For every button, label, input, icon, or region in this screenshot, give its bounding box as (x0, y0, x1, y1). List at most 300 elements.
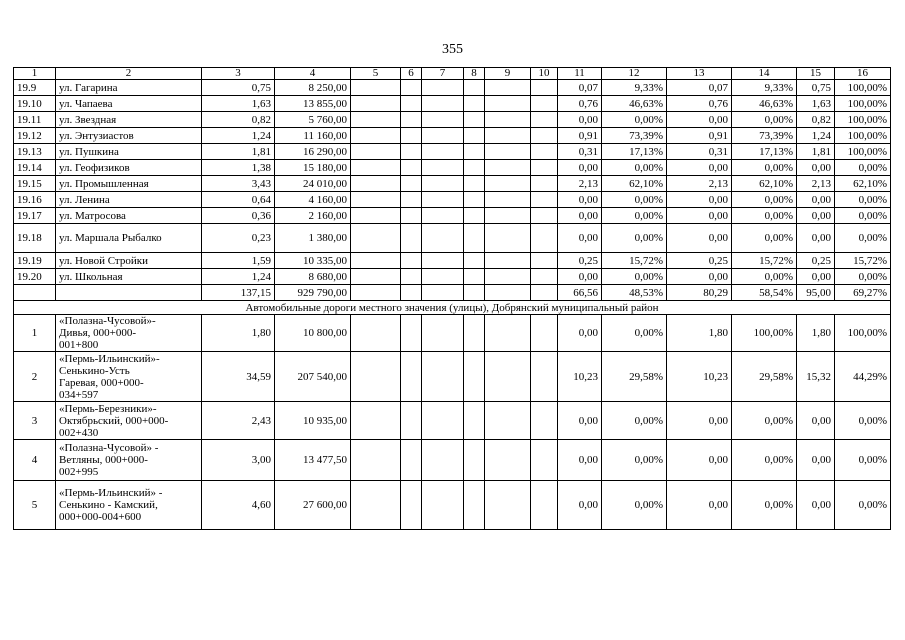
table-cell (464, 440, 485, 481)
table-cell: 0,64 (202, 192, 275, 208)
table-cell: 46,63% (602, 96, 667, 112)
table-cell: ул. Гагарина (56, 80, 202, 96)
table-cell: 207 540,00 (275, 352, 351, 402)
table-cell: 0,31 (558, 144, 602, 160)
table-cell: 19.14 (14, 160, 56, 176)
road-name (56, 315, 202, 352)
table-cell (351, 80, 401, 96)
section-row (14, 301, 891, 315)
table-cell (401, 112, 422, 128)
table-cell (464, 208, 485, 224)
table-cell (351, 440, 401, 481)
table-cell (401, 269, 422, 285)
table-cell: 0,76 (558, 96, 602, 112)
table-cell (485, 80, 531, 96)
table-cell (401, 160, 422, 176)
table-cell (422, 112, 464, 128)
table-cell (531, 224, 558, 253)
table-cell: 62,10% (732, 176, 797, 192)
table-cell: 8 680,00 (275, 269, 351, 285)
table-cell (422, 208, 464, 224)
total-cell (14, 285, 56, 301)
section-title: Автомобильные дороги местного значения (улицы), Добрянский муниципальный район (14, 301, 891, 315)
table-cell: 62,10% (835, 176, 891, 192)
table-cell (401, 224, 422, 253)
table-cell: 0,00 (558, 112, 602, 128)
table-cell: 0,91 (667, 128, 732, 144)
table-cell: 0,00% (602, 160, 667, 176)
table-cell: 0,25 (667, 253, 732, 269)
table-cell: 0,00% (732, 481, 797, 530)
table-cell: ул. Маршала Рыбалко (56, 224, 202, 253)
table-cell (351, 112, 401, 128)
total-cell (464, 285, 485, 301)
table-cell: 0,00% (732, 224, 797, 253)
table-cell: 24 010,00 (275, 176, 351, 192)
table-cell: 1,81 (797, 144, 835, 160)
header-cell: 16 (835, 68, 891, 80)
table-cell: 0,31 (667, 144, 732, 160)
table-cell: 0,00% (602, 192, 667, 208)
total-cell (351, 285, 401, 301)
table-row (14, 144, 891, 160)
table-cell: 2,13 (558, 176, 602, 192)
road-name-line: Дивья, 000+000- (59, 327, 137, 339)
table-cell: 1,63 (202, 96, 275, 112)
table-cell (485, 269, 531, 285)
table-cell: 17,13% (602, 144, 667, 160)
header-cell: 3 (202, 68, 275, 80)
table-cell (422, 144, 464, 160)
table-cell: 0,00 (797, 208, 835, 224)
total-cell: 58,54% (732, 285, 797, 301)
table-cell (464, 402, 485, 440)
table-cell (401, 96, 422, 112)
table-cell (422, 80, 464, 96)
table-cell: ул. Матросова (56, 208, 202, 224)
table-cell: 0,76 (667, 96, 732, 112)
table-cell (531, 402, 558, 440)
table-cell: 0,00 (558, 402, 602, 440)
table-cell: ул. Ленина (56, 192, 202, 208)
table-cell (464, 192, 485, 208)
table-row (14, 352, 891, 402)
table-cell: 3,43 (202, 176, 275, 192)
table-cell: 0,00% (732, 192, 797, 208)
table-cell: ул. Промышленная (56, 176, 202, 192)
table-cell (351, 402, 401, 440)
table-cell: 34,59 (202, 352, 275, 402)
table-cell (401, 192, 422, 208)
table-cell: 0,00% (602, 315, 667, 352)
table-cell: 1,24 (797, 128, 835, 144)
table-cell: 29,58% (732, 352, 797, 402)
table-cell: 0,00 (558, 224, 602, 253)
table-cell (351, 224, 401, 253)
header-cell: 11 (558, 68, 602, 80)
table-cell: 10 935,00 (275, 402, 351, 440)
table-cell: 0,00 (558, 160, 602, 176)
table-cell: 10 335,00 (275, 253, 351, 269)
table-cell (401, 144, 422, 160)
table-cell: 100,00% (835, 315, 891, 352)
total-cell (422, 285, 464, 301)
table-cell (464, 80, 485, 96)
table-cell: 0,00% (732, 440, 797, 481)
total-cell (56, 285, 202, 301)
table-cell (401, 80, 422, 96)
table-cell: 73,39% (602, 128, 667, 144)
table-cell (351, 481, 401, 530)
table-cell: 0,36 (202, 208, 275, 224)
table-cell: 16 290,00 (275, 144, 351, 160)
table-cell: 9,33% (732, 80, 797, 96)
table-cell: 2 160,00 (275, 208, 351, 224)
table-cell: 0,00 (797, 224, 835, 253)
table-cell: 19.9 (14, 80, 56, 96)
header-cell: 8 (464, 68, 485, 80)
table-cell: 15,72% (835, 253, 891, 269)
table-cell: 1,80 (667, 315, 732, 352)
table-cell: 0,00% (732, 160, 797, 176)
table-cell: 0,00 (667, 402, 732, 440)
table-cell: 0,00% (602, 208, 667, 224)
table-cell: 1,63 (797, 96, 835, 112)
table-cell (351, 128, 401, 144)
header-cell: 10 (531, 68, 558, 80)
header-cell: 1 (14, 68, 56, 80)
table-row (14, 481, 891, 530)
table-cell: 0,91 (558, 128, 602, 144)
table-cell: ул. Пушкина (56, 144, 202, 160)
table-cell: 0,82 (202, 112, 275, 128)
table-cell: ул. Геофизиков (56, 160, 202, 176)
road-name-line: «Полазна-Чусовой»- (59, 315, 156, 327)
table-cell (464, 269, 485, 285)
table-cell (485, 128, 531, 144)
table-row (14, 192, 891, 208)
table-cell (531, 176, 558, 192)
table-cell: 0,00 (667, 269, 732, 285)
header-cell: 9 (485, 68, 531, 80)
table-cell: 0,00% (602, 224, 667, 253)
table-cell: 1,59 (202, 253, 275, 269)
total-cell: 48,53% (602, 285, 667, 301)
table-cell (531, 128, 558, 144)
table-row (14, 80, 891, 96)
table-cell: 0,00 (667, 224, 732, 253)
table-cell: 0,00 (797, 269, 835, 285)
table-cell: 2,43 (202, 402, 275, 440)
table-cell (422, 402, 464, 440)
table-row (14, 269, 891, 285)
table-cell: 0,00 (558, 269, 602, 285)
road-name-line: «Пермь-Ильинский»- (59, 352, 160, 365)
road-name (56, 352, 202, 402)
table-cell: 0,82 (797, 112, 835, 128)
table-cell: 0,00 (558, 208, 602, 224)
table-cell (422, 128, 464, 144)
table-cell (464, 481, 485, 530)
row-number: 5 (14, 481, 56, 530)
table-cell: 1,81 (202, 144, 275, 160)
table-cell: 2,13 (797, 176, 835, 192)
table-cell: 0,00% (835, 440, 891, 481)
table-cell (422, 224, 464, 253)
table-cell: 3,00 (202, 440, 275, 481)
table-row (14, 253, 891, 269)
table-cell: 5 760,00 (275, 112, 351, 128)
table-cell: 29,58% (602, 352, 667, 402)
road-name-line: 000+000-004+600 (59, 511, 142, 523)
table-cell (464, 224, 485, 253)
table-cell (401, 402, 422, 440)
table-cell (485, 176, 531, 192)
table-row (14, 402, 891, 440)
road-name-line: Ветляны, 000+000- (59, 454, 148, 466)
table-cell: 73,39% (732, 128, 797, 144)
table-cell: 0,00% (602, 402, 667, 440)
road-name-line: 002+995 (59, 466, 99, 478)
table-cell: 4 160,00 (275, 192, 351, 208)
table-cell (351, 352, 401, 402)
table-cell (531, 440, 558, 481)
table-cell (531, 80, 558, 96)
table-cell (464, 176, 485, 192)
table-cell: 0,00 (667, 192, 732, 208)
table-cell: 19.13 (14, 144, 56, 160)
table-cell (485, 96, 531, 112)
table-cell: 100,00% (835, 96, 891, 112)
total-cell: 69,27% (835, 285, 891, 301)
table-cell (464, 253, 485, 269)
table-cell (422, 160, 464, 176)
road-name-line: Сенькино-Усть (59, 364, 130, 377)
table-cell (485, 481, 531, 530)
table-cell (485, 402, 531, 440)
table-cell (531, 208, 558, 224)
table-cell (422, 352, 464, 402)
table-cell (351, 315, 401, 352)
table-cell: 4,60 (202, 481, 275, 530)
table-cell (485, 315, 531, 352)
table-row (14, 128, 891, 144)
table-cell: 19.15 (14, 176, 56, 192)
table-cell: 13 855,00 (275, 96, 351, 112)
table-cell: 100,00% (732, 315, 797, 352)
table-row (14, 208, 891, 224)
table-cell: 1,80 (797, 315, 835, 352)
table-cell (485, 144, 531, 160)
table-cell: 0,07 (667, 80, 732, 96)
table-cell: 10,23 (667, 352, 732, 402)
table-cell: 0,00% (602, 440, 667, 481)
table-cell: 0,00% (835, 224, 891, 253)
table-cell (464, 160, 485, 176)
table-cell (464, 96, 485, 112)
table-cell: 100,00% (835, 144, 891, 160)
road-name-line: Гаревая, 000+000- (59, 376, 144, 389)
table-cell (531, 352, 558, 402)
table-cell: ул. Новой Стройки (56, 253, 202, 269)
table-cell (464, 144, 485, 160)
header-cell: 12 (602, 68, 667, 80)
table-cell (531, 315, 558, 352)
table-cell: 0,00% (732, 112, 797, 128)
table-cell (422, 315, 464, 352)
table-cell (531, 269, 558, 285)
table-cell: ул. Энтузиастов (56, 128, 202, 144)
table-cell: 0,00 (667, 112, 732, 128)
table-cell: 0,07 (558, 80, 602, 96)
table-cell: 0,00% (732, 269, 797, 285)
table-cell: 13 477,50 (275, 440, 351, 481)
table-cell: 17,13% (732, 144, 797, 160)
table-cell: 0,00 (558, 315, 602, 352)
table-cell: 0,00% (732, 208, 797, 224)
table-row (14, 176, 891, 192)
table-cell (464, 112, 485, 128)
data-table (13, 67, 891, 530)
header-cell: 2 (56, 68, 202, 80)
table-cell: 1,80 (202, 315, 275, 352)
table-cell: 0,00% (602, 112, 667, 128)
road-name (56, 402, 202, 440)
table-cell: 1 380,00 (275, 224, 351, 253)
table-cell: 0,00% (835, 192, 891, 208)
total-cell: 80,29 (667, 285, 732, 301)
table-cell (531, 96, 558, 112)
table-cell: 0,00 (797, 160, 835, 176)
road-name-line: Октябрьский, 000+000- (59, 414, 169, 427)
table-cell: 19.20 (14, 269, 56, 285)
table-cell: 0,00% (732, 402, 797, 440)
table-cell (422, 253, 464, 269)
table-cell: 62,10% (602, 176, 667, 192)
table-cell: ул. Звездная (56, 112, 202, 128)
row-number: 1 (14, 315, 56, 352)
table-cell (485, 192, 531, 208)
total-cell (401, 285, 422, 301)
table-cell: 15,72% (602, 253, 667, 269)
table-cell: 8 250,00 (275, 80, 351, 96)
table-row (14, 96, 891, 112)
table-cell: 0,00% (602, 269, 667, 285)
table-cell (531, 144, 558, 160)
total-cell: 929 790,00 (275, 285, 351, 301)
table-cell (485, 112, 531, 128)
table-cell: 44,29% (835, 352, 891, 402)
table-cell: 0,75 (797, 80, 835, 96)
table-cell (422, 481, 464, 530)
table-cell: 1,24 (202, 269, 275, 285)
table-cell (531, 160, 558, 176)
table-cell (464, 315, 485, 352)
row-number: 2 (14, 352, 56, 402)
table-cell: 19.19 (14, 253, 56, 269)
table-cell (351, 208, 401, 224)
road-name (56, 481, 202, 530)
header-cell: 14 (732, 68, 797, 80)
road-name-line: «Полазна-Чусовой» - (59, 442, 159, 454)
table-cell: 0,00% (835, 402, 891, 440)
table-cell (531, 481, 558, 530)
table-cell: 0,00 (797, 402, 835, 440)
table-row (14, 315, 891, 352)
table-cell (485, 440, 531, 481)
table-cell: 0,75 (202, 80, 275, 96)
table-cell (422, 269, 464, 285)
header-cell: 15 (797, 68, 835, 80)
table-cell (422, 176, 464, 192)
table-cell: 0,00 (558, 192, 602, 208)
table-cell: 0,00 (558, 481, 602, 530)
table-cell (401, 440, 422, 481)
table-cell (485, 208, 531, 224)
table-cell: 19.10 (14, 96, 56, 112)
road-name-line: 002+430 (59, 426, 99, 439)
header-cell: 5 (351, 68, 401, 80)
header-cell: 4 (275, 68, 351, 80)
row-number: 3 (14, 402, 56, 440)
table-cell: 0,23 (202, 224, 275, 253)
table-row (14, 112, 891, 128)
table-cell: 0,00% (835, 269, 891, 285)
table-cell: 46,63% (732, 96, 797, 112)
total-cell (485, 285, 531, 301)
table-cell: 0,00% (835, 481, 891, 530)
table-cell (485, 224, 531, 253)
table-cell (401, 176, 422, 192)
table-cell (485, 160, 531, 176)
table-cell: 0,25 (797, 253, 835, 269)
table-cell (351, 253, 401, 269)
table-cell: 19.11 (14, 112, 56, 128)
table-row (14, 160, 891, 176)
table-cell (531, 253, 558, 269)
table-cell: 100,00% (835, 80, 891, 96)
table-cell: 2,13 (667, 176, 732, 192)
table-cell: 15,32 (797, 352, 835, 402)
header-row (14, 68, 891, 80)
table-cell: 10,23 (558, 352, 602, 402)
table-cell (401, 208, 422, 224)
table-cell (351, 144, 401, 160)
table-cell: 15,72% (732, 253, 797, 269)
table-cell: 11 160,00 (275, 128, 351, 144)
total-cell (531, 285, 558, 301)
table-cell (401, 128, 422, 144)
table-cell: 0,00% (602, 481, 667, 530)
header-cell: 6 (401, 68, 422, 80)
road-name-line: 034+597 (59, 388, 99, 401)
table-cell (422, 96, 464, 112)
table-cell (485, 253, 531, 269)
road-name-line: Сенькино - Камский, (59, 499, 158, 511)
table-cell: 19.18 (14, 224, 56, 253)
table-cell: 9,33% (602, 80, 667, 96)
table-cell (401, 253, 422, 269)
table-cell: 100,00% (835, 112, 891, 128)
page-number: 355 (442, 42, 463, 57)
table-cell (422, 192, 464, 208)
table-cell: 19.17 (14, 208, 56, 224)
table-cell (351, 176, 401, 192)
table-cell: 0,00 (797, 192, 835, 208)
table-cell (351, 192, 401, 208)
table-cell: 19.16 (14, 192, 56, 208)
row-number: 4 (14, 440, 56, 481)
